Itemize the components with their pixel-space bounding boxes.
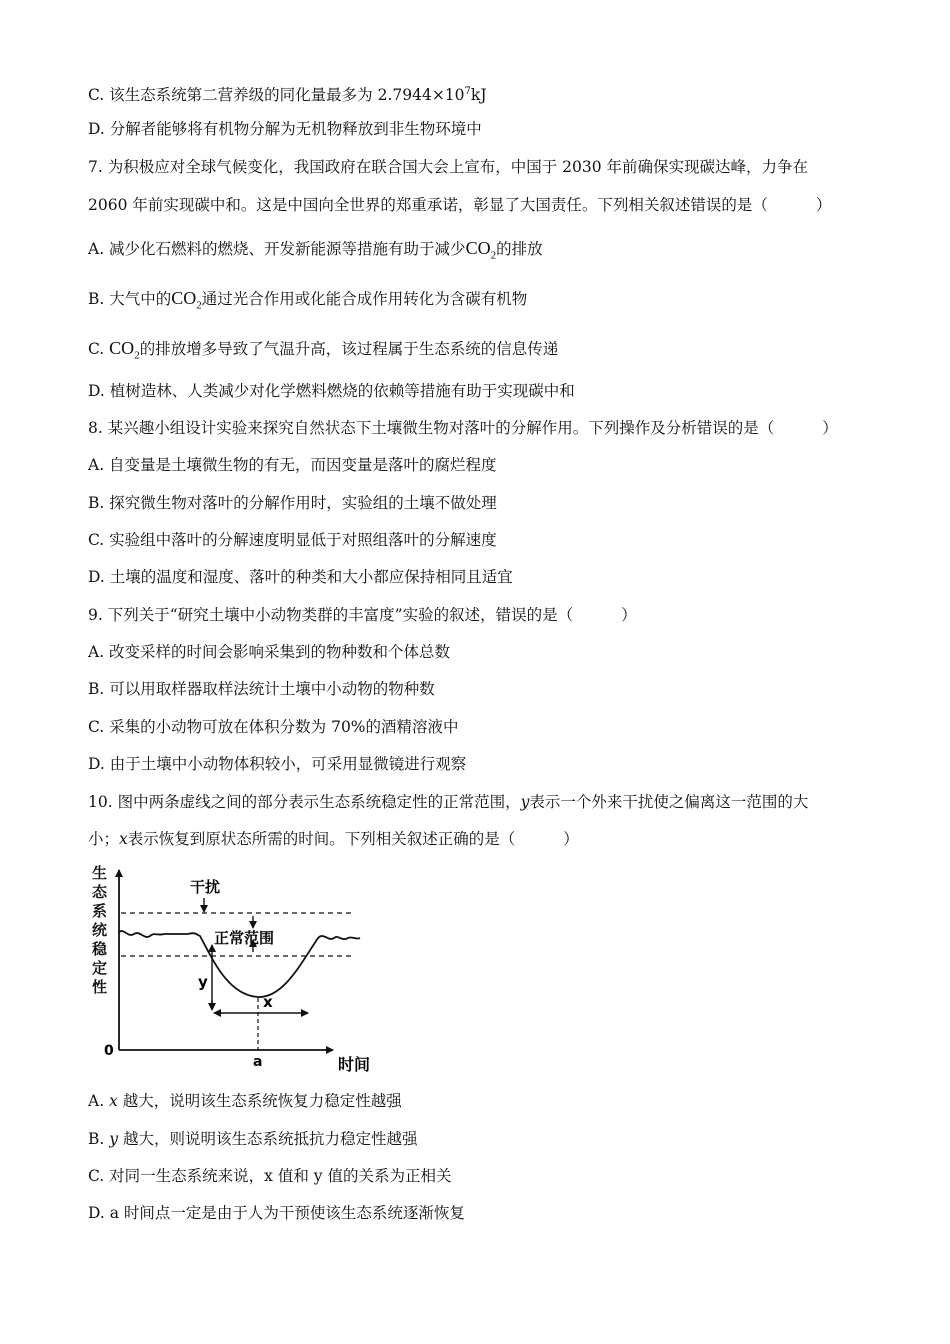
- q10-option-a: A. x 越大，说明该生态系统恢复力稳定性越强: [88, 1092, 402, 1110]
- q8-option-c: C. 实验组中落叶的分解速度明显低于对照组落叶的分解速度: [88, 531, 497, 549]
- q10-stem-line2: 小；x表示恢复到原状态所需的时间。下列相关叙述正确的是（ ）: [88, 830, 579, 848]
- y-axis-char: 生: [92, 864, 108, 882]
- y-axis-char: 定: [92, 959, 108, 977]
- prev-option-c: C. 该生态系统第二营养级的同化量最多为 $2.7944\times 10^7kJ$: [88, 86, 487, 105]
- y-axis-char: 态: [92, 883, 108, 901]
- q7-option-a: A. 减少化石燃料的燃烧、开发新能源等措施有助于减少$CO_2$的排放: [88, 238, 543, 262]
- x-axis-label: 时间: [338, 1055, 371, 1074]
- q7-option-d: D. 植树造林、人类减少对化学燃料燃烧的依赖等措施有助于实现碳中和: [88, 382, 575, 400]
- x-label: x: [263, 993, 273, 1011]
- a-label: a: [253, 1054, 263, 1070]
- q9-option-d: D. 由于土壤中小动物体积较小，可采用显微镜进行观察: [88, 755, 467, 773]
- q8-option-b: B. 探究微生物对落叶的分解作用时，实验组的土壤不做处理: [88, 494, 497, 512]
- q10-option-c: C. 对同一生态系统来说，x 值和 y 值的关系为正相关: [88, 1167, 452, 1185]
- y-axis-char: 系: [92, 902, 108, 920]
- y-axis-label: [91, 864, 108, 996]
- q7-option-b: B. 大气中的$CO_2$通过光合作用或化能合成作用转化为含碳有机物: [88, 288, 528, 312]
- prev-option-d: D. 分解者能够将有机物分解为无机物释放到非生物环境中: [88, 120, 482, 138]
- normal-range-label: 正常范围: [214, 929, 275, 947]
- q8-option-d: D. 土壤的温度和湿度、落叶的种类和大小都应保持相同且适宜: [88, 568, 513, 586]
- q9-stem: 9. 下列关于“研究土壤中小动物类群的丰富度”实验的叙述，错误的是（ ）: [88, 606, 637, 624]
- q8-option-a: A. 自变量是土壤微生物的有无，而因变量是落叶的腐烂程度: [88, 456, 497, 474]
- q9-option-b: B. 可以用取样器取样法统计土壤中小动物的物种数: [88, 680, 435, 698]
- q10-stem-line1: 10. 图中两条虚线之间的部分表示生态系统稳定性的正常范围，y表示一个外来干扰使之偏离这一范围的大: [88, 793, 809, 811]
- y-axis-char: 稳: [92, 940, 108, 958]
- q9-option-c: C. 采集的小动物可放在体积分数为 70%的酒精溶液中: [88, 718, 459, 736]
- disturbance-label: 干扰: [190, 878, 221, 896]
- q7-stem-line1: 7. 为积极应对全球气候变化，我国政府在联合国大会上宣布，中国于 2030 年前确保实现碳达峰，力争在: [88, 158, 809, 176]
- q10-option-d: D. a 时间点一定是由于人为干预使该生态系统逐渐恢复: [88, 1204, 465, 1222]
- q9-option-a: A. 改变采样的时间会影响采集到的物种数和个体总数: [88, 643, 451, 661]
- y-axis-char: 性: [92, 978, 108, 996]
- q7-stem-line2: 2060 年前实现碳中和。这是中国向全世界的郑重承诺，彰显了大国责任。下列相关叙述错误的是（ ）: [88, 196, 832, 214]
- y-label: y: [198, 973, 208, 991]
- stability-figure: [88, 860, 388, 1080]
- q7-option-c: C. $CO_2$的排放增多导致了气温升高，该过程属于生态系统的信息传递: [88, 338, 559, 362]
- origin-label: 0: [104, 1043, 114, 1059]
- y-axis-char: 统: [92, 921, 108, 939]
- q8-stem: 8. 某兴趣小组设计实验来探究自然状态下土壤微生物对落叶的分解作用。下列操作及分析错误的是（ ）: [88, 419, 838, 437]
- q10-option-b: B. y 越大，则说明该生态系统抵抗力稳定性越强: [88, 1130, 418, 1148]
